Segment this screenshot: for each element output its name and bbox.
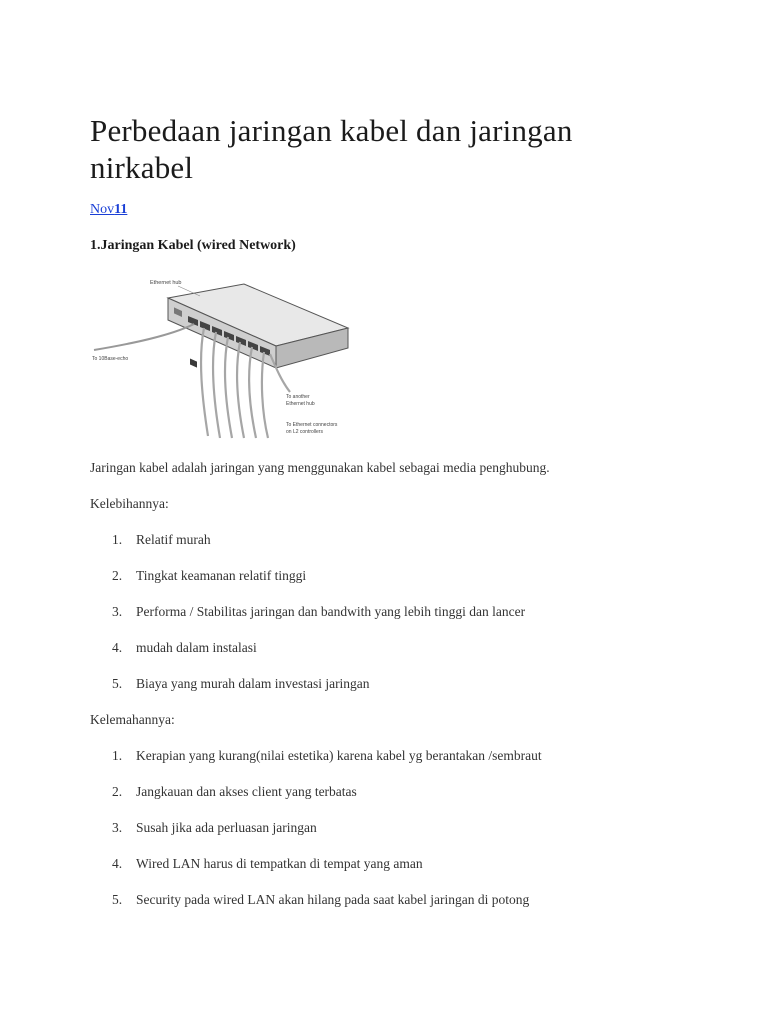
cable-left	[94, 324, 194, 350]
list-number: 3.	[112, 604, 123, 619]
label-right-1: To another	[286, 394, 310, 400]
advantages-label: Kelebihannya:	[90, 496, 169, 511]
list-text: Jangkauan dan akses client yang terbatas	[136, 784, 357, 799]
list-item	[90, 531, 710, 567]
advantages-list	[90, 531, 710, 711]
disadvantages-list	[90, 747, 710, 927]
list-number: 1.	[112, 532, 123, 547]
date-day: 11	[114, 202, 128, 217]
label-right-2: Ethernet hub	[286, 401, 315, 407]
list-text: mudah dalam instalasi	[136, 640, 257, 655]
list-item	[90, 855, 710, 891]
list-item	[90, 819, 710, 855]
list-number: 5.	[112, 676, 123, 691]
list-item	[90, 675, 710, 711]
list-item	[90, 747, 710, 783]
article-title: Perbedaan jaringan kabel dan jaringan nirkabel	[90, 113, 573, 185]
list-text: Performa / Stabilitas jaringan dan bandwith yang lebih tinggi dan lancer	[136, 604, 526, 619]
date-link[interactable]	[90, 201, 127, 219]
list-number: 3.	[112, 820, 123, 835]
list-text: Susah jika ada perluasan jaringan	[136, 820, 317, 835]
list-item	[90, 603, 710, 639]
list-text: Wired LAN harus di tempatkan di tempat yang aman	[136, 856, 423, 871]
list-number: 2.	[112, 784, 123, 799]
label-left: To 10Base-echo	[92, 356, 129, 362]
label-hub: Ethernet hub	[150, 280, 182, 286]
list-number: 5.	[112, 892, 123, 907]
list-item	[90, 891, 710, 927]
list-text: Security pada wired LAN akan hilang pada saat kabel jaringan di potong	[136, 892, 530, 907]
label-bottom-1: To Ethernet connectors	[286, 422, 338, 428]
list-number: 4.	[112, 640, 123, 655]
list-text: Kerapian yang kurang(nilai estetika) karena kabel yg berantakan /sembraut	[136, 748, 542, 763]
list-number: 2.	[112, 568, 123, 583]
disadvantages-label: Kelemahannya:	[90, 712, 175, 727]
hub-ports	[190, 359, 197, 368]
list-text: Tingkat keamanan relatif tinggi	[136, 568, 307, 583]
list-item	[90, 639, 710, 675]
list-text: Biaya yang murah dalam investasi jaringan	[136, 676, 370, 691]
intro-paragraph: Jaringan kabel adalah jaringan yang menggunakan kabel sebagai media penghubung.	[90, 460, 550, 475]
list-item	[90, 783, 710, 819]
list-number: 1.	[112, 748, 123, 763]
ethernet-hub-figure	[90, 268, 360, 444]
label-bottom-2: on L2 controllers	[286, 429, 323, 435]
list-text: Relatif murah	[136, 532, 211, 547]
section-heading: 1.Jaringan Kabel (wired Network)	[90, 238, 296, 253]
date-month: Nov	[90, 202, 115, 217]
list-item	[90, 567, 710, 603]
list-number: 4.	[112, 856, 123, 871]
